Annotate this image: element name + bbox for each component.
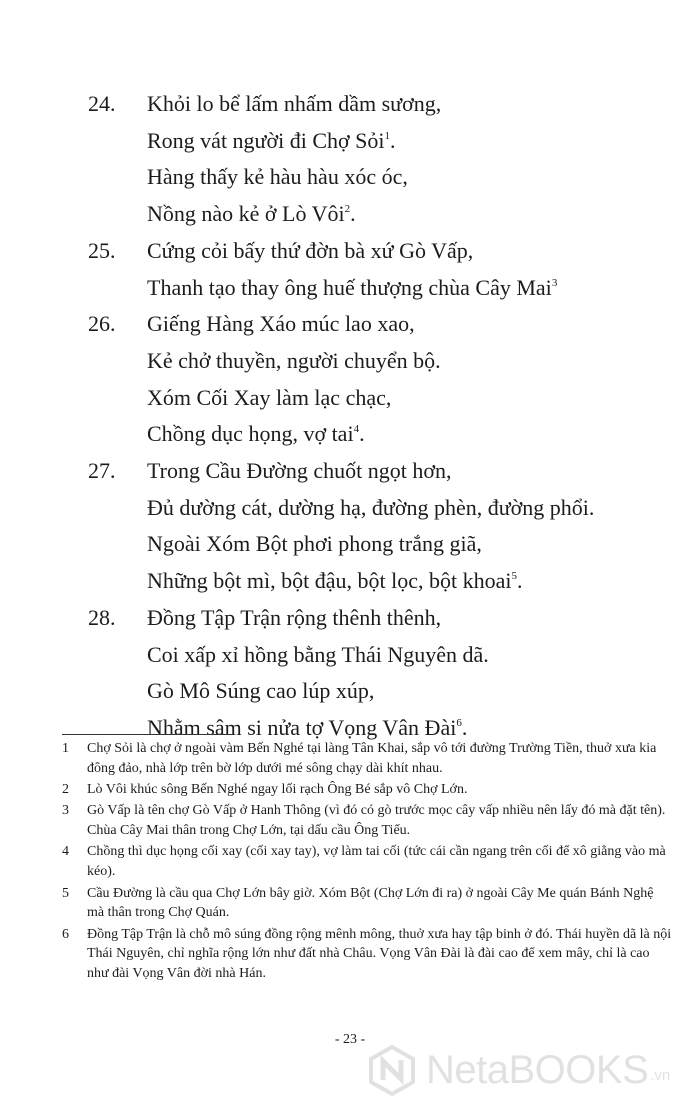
stanza-28 xyxy=(88,600,668,747)
verse-line: Những bột mì, bột đậu, bột lọc, bột khoai$^5$. xyxy=(147,568,523,594)
footnote-ref[interactable]: 1 xyxy=(384,129,390,142)
netabooks-logo-icon xyxy=(366,1044,418,1096)
footnote xyxy=(62,739,674,779)
verse-line: Nhằm sâm si nửa tợ Vọng Vân Đài$^6$. xyxy=(147,714,468,740)
stanza-27 xyxy=(88,453,668,600)
footnote-number: 6 xyxy=(62,926,69,942)
footnote-number: 5 xyxy=(62,885,69,901)
watermark-brand: NetaBOOKS xyxy=(426,1047,649,1092)
verse-line: Khỏi lo bể lấm nhấm dầm sương, xyxy=(147,91,442,116)
verse-line: Xóm Cối Xay làm lạc chạc, xyxy=(147,384,392,410)
footnote-divider xyxy=(62,734,232,735)
stanza-26 xyxy=(88,306,668,453)
stanza-number: 26. xyxy=(88,311,116,337)
watermark xyxy=(366,1044,670,1096)
stanza-number: 28. xyxy=(88,604,116,630)
stanza-25 xyxy=(88,233,668,306)
verse-line: Rong vát người đi Chợ Sỏi$^1$. xyxy=(147,127,396,153)
page-number: - 23 - xyxy=(334,1032,366,1047)
verse-line: Cứng cỏi bấy thứ đờn bà xứ Gò Vấp, xyxy=(147,237,474,263)
footnote-text: Gò Vấp là tên chợ Gò Vấp ở Hanh Thông (vì đó có gò trước mọc cây vấp nhiều nên lấy đó mà đặt tên). Chùa Cây Mai thân trong Chợ Lớn, tại dấu cầu Ông Tiểu. xyxy=(87,803,666,839)
verse-line: Nồng nào kẻ ở Lò Vôi$^2$. xyxy=(147,201,356,227)
verse-line: Gò Mô Súng cao lúp xúp, xyxy=(147,678,375,704)
footnote-number: 1 xyxy=(62,741,69,756)
footnote-ref[interactable]: 5 xyxy=(511,570,518,583)
stanza-number: 24. xyxy=(88,91,116,116)
verse-line: Trong Cầu Đường chuốt ngọt hơn, xyxy=(147,458,452,484)
footnote-text: Lò Vôi khúc sông Bến Nghé ngay lối rạch Ông Bé sắp vô Chợ Lớn. xyxy=(87,782,468,798)
footnote-text: Chợ Sỏi là chợ ở ngoài vàm Bến Nghé tại làng Tân Khai, sắp vô tới đường Trường Tiền, thuở xưa kia đông đảo, nhà lớp trên bờ lớp dưới mé sông chạy dài khít nhau. xyxy=(87,741,657,776)
watermark-suffix: .vn xyxy=(650,1067,671,1084)
footnote xyxy=(62,842,674,882)
footnote-number: 4 xyxy=(62,844,69,860)
verse-section xyxy=(88,86,668,747)
footnote-text: Chồng thì dục họng cối xay (cối xay tay), vợ làm tai cối (tức cái cần ngang trên cối để xô giằng vào mà kéo). xyxy=(87,844,666,880)
footnotes xyxy=(62,739,674,986)
stanza-24 xyxy=(88,86,668,233)
footnote-ref[interactable]: 6 xyxy=(456,716,462,729)
footnote-ref[interactable]: 3 xyxy=(551,276,558,289)
verse-line: Đồng Tập Trận rộng thênh thênh, xyxy=(147,604,442,630)
footnote xyxy=(62,801,674,841)
footnote xyxy=(62,884,674,924)
verse-line: Hàng thấy kẻ hàu hàu xóc óc, xyxy=(147,164,408,190)
verse-line: Giếng Hàng Xáo múc lao xao, xyxy=(147,311,415,337)
stanza-number: 27. xyxy=(88,458,116,484)
footnote-text: Cầu Đường là cầu qua Chợ Lớn bây giờ. Xóm Bột (Chợ Lớn đi ra) ở ngoài Cây Me quán Bánh Nghệ mà thân trong Chợ Quán. xyxy=(87,885,654,921)
verse-line: Thanh tạo thay ông huế thượng chùa Cây Mai$^3$ xyxy=(147,274,558,300)
stanza-number: 25. xyxy=(88,237,116,263)
verse-line: Kẻ chở thuyền, người chuyển bộ. xyxy=(147,347,441,373)
footnote xyxy=(62,925,674,984)
verse-line: Đủ dường cát, dường hạ, đường phèn, đường phổi. xyxy=(147,494,595,520)
footnote-ref[interactable]: 4 xyxy=(353,423,360,436)
verse-line: Coi xấp xỉ hồng bằng Thái Nguyên dã. xyxy=(147,641,489,667)
footnote-number: 3 xyxy=(62,803,69,819)
footnote xyxy=(62,780,674,800)
verse-line: Chồng dục họng, vợ tai$^4$. xyxy=(147,421,365,447)
footnote-number: 2 xyxy=(62,782,69,798)
verse-line: Ngoài Xóm Bột phơi phong trắng giã, xyxy=(147,531,482,557)
footnote-ref[interactable]: 2 xyxy=(344,203,351,216)
footnote-text: Đồng Tập Trận là chỗ mô súng đồng rộng mênh mông, thuở xưa hay tập binh ở đó. Thái huyền dã là nội Thái Nguyên, chỉ nghĩa rộng lớn như đất nhà Châu. Vọng Vân Đài là đài cao để xem mây, chỉ là cao như đài Vọng Vân đời nhà Hán. xyxy=(87,926,672,982)
